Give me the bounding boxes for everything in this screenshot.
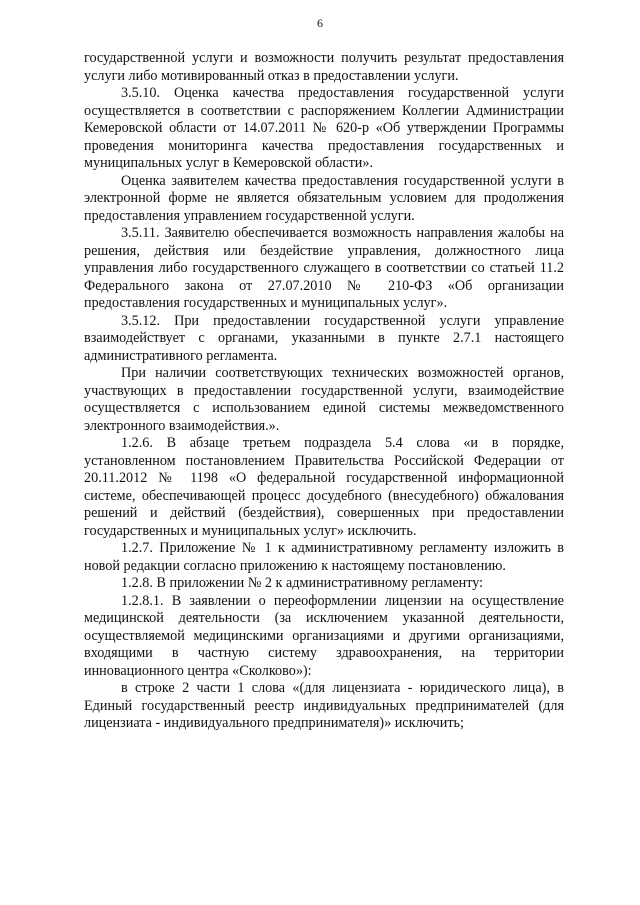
paragraph-continuation: государственной услуги и возможности получить результат предоставления услуги либо мотивированный отказ в предоставлении услуги. bbox=[84, 50, 564, 84]
paragraph-1-2-8-1: 1.2.8.1. В заявлении о переоформлении лицензии на осуществление медицинской деятельности (за исключением указанной деятельности, осуществляемой медицинскими организациями и другими организациями, входящими в частную систему здравоохранения, на территории инновационного центра «Сколково»): bbox=[84, 592, 564, 679]
paragraph-3-5-12: 3.5.12. При предоставлении государственной услуги управление взаимодействует с органами, указанными в пункте 2.7.1 настоящего административного регламента. bbox=[84, 312, 564, 364]
document-body bbox=[84, 50, 564, 733]
paragraph-3-5-11: 3.5.11. Заявителю обеспечивается возможность направления жалобы на решения, действия или бездействие управления, должностного лица управления либо государственного служащего в соответствии со статьей 11.2 Федерального закона от 27.07.2010 № 210-ФЗ «Об организации предоставления государственных и муниципальных услуг». bbox=[84, 225, 564, 311]
paragraph-evaluation: Оценка заявителем качества предоставления государственной услуги в электронной форме не является обязательным условием для продолжения предоставления управлением государственной услуги. bbox=[84, 172, 564, 224]
page-number: 6 bbox=[317, 16, 323, 30]
paragraph-1-2-7: 1.2.7. Приложение № 1 к административному регламенту изложить в новой редакции согласно приложению к настоящему постановлению. bbox=[84, 540, 564, 574]
paragraph-interaction: При наличии соответствующих технических возможностей органов, участвующих в предоставлении государственной услуги, взаимодействие осуществляется с использованием единой системы межведомственного электронного взаимодействия.». bbox=[84, 365, 564, 434]
paragraph-1-2-6: 1.2.6. В абзаце третьем подраздела 5.4 слова «и в порядке, установленном постановлением Правительства Российской Федерации от 20.11.2012 № 1198 «О федеральной государственной информационной системе, обеспечивающей процесс досудебного (внесудебного) обжалования решений и действий (бездействия), совершенных при предоставлении государственных и муниципальных услуг» исключить. bbox=[84, 435, 564, 539]
paragraph-3-5-10: 3.5.10. Оценка качества предоставления государственной услуги осуществляется в соответствии с распоряжением Коллегии Администрации Кемеровской области от 14.07.2011 № 620-р «Об утверждении Программы проведения мониторинга качества предоставления государственных и муниципальных услуг в Кемеровской области». bbox=[84, 85, 564, 171]
paragraph-line-2: в строке 2 части 1 слова «(для лицензиата - юридического лица), в Единый государственный реестр индивидуальных предпринимателей (для лицензиата - индивидуального предпринимателя)» исключить; bbox=[84, 680, 564, 731]
paragraph-1-2-8: 1.2.8. В приложении № 2 к административному регламенту: bbox=[121, 575, 484, 591]
